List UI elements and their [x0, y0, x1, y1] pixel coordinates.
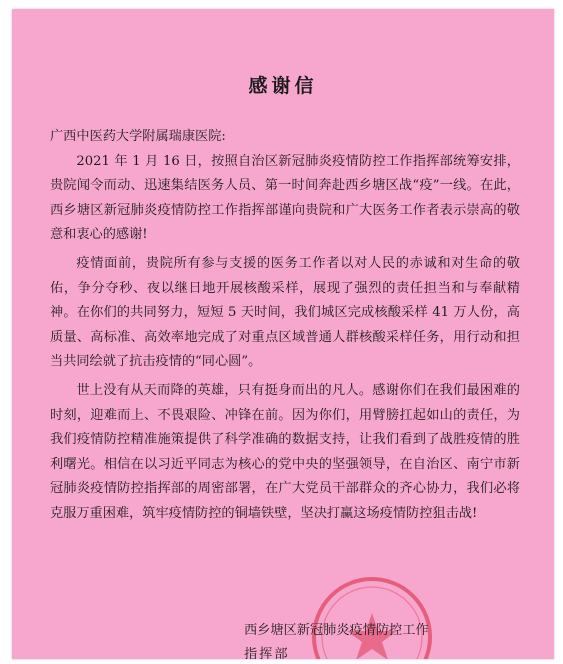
letter-body — [50, 125, 520, 527]
letter-salutation: 广西中医药大学附属瑞康医院: — [50, 129, 226, 144]
signature-line-2: 指挥部 — [244, 647, 290, 659]
letter-paragraph-3: 世上没有从天而降的英雄，只有挺身而出的凡人。感谢你们在我们最困难的时刻，迎难而上、不畏艰险、冲锋在前。因为你们，用臂膀扛起如山的责任，为我们疫情防控精准施策提供了科学准确的数据支持，让我们看到了战胜疫情的胜利曙光。相信在以习近平同志为核心的党中央的坚强领导，在自治区、南宁市新冠肺炎疫情防控指挥部的周密部署，在广大党员干部群众的齐心协力，我们必将克服万重困难，筑牢疫情防控的铜墙铁壁，坚决打赢这场疫情防控狙击战! — [50, 382, 520, 521]
signature-line-1: 西乡塘区新冠肺炎疫情防控工作 — [244, 623, 429, 638]
letter-paragraph-2: 疫情面前，贵院所有参与支援的医务工作者以对人民的赤诚和对生命的敬佑，争分夺秒、夜以继日地开展核酸采样，展现了强烈的责任担当和与奉献精神。在你们的共同努力，短短 5 天时间，我们城区完成核酸采样 41 万人份，高质量、高标准、高效率地完成了对重点区域普通人群核酸采样任务，用行动和担当共同绘就了抗击疫情的“同心圆”。 — [50, 255, 520, 370]
letter-sheet — [12, 9, 554, 659]
letter-paragraph-1: 2021 年 1 月 16 日，按照自治区新冠肺炎疫情防控工作指挥部统筹安排，贵院闻令而动、迅速集结医务人员、第一时间奔赴西乡塘区战“疫”一线。在此，西乡塘区新冠肺炎疫情防控工作指挥部谨向贵院和广大医务工作者表示崇高的敬意和衷心的感谢! — [50, 153, 520, 243]
letter-title: 感谢信 — [248, 75, 318, 97]
official-seal-stamp — [308, 573, 436, 659]
